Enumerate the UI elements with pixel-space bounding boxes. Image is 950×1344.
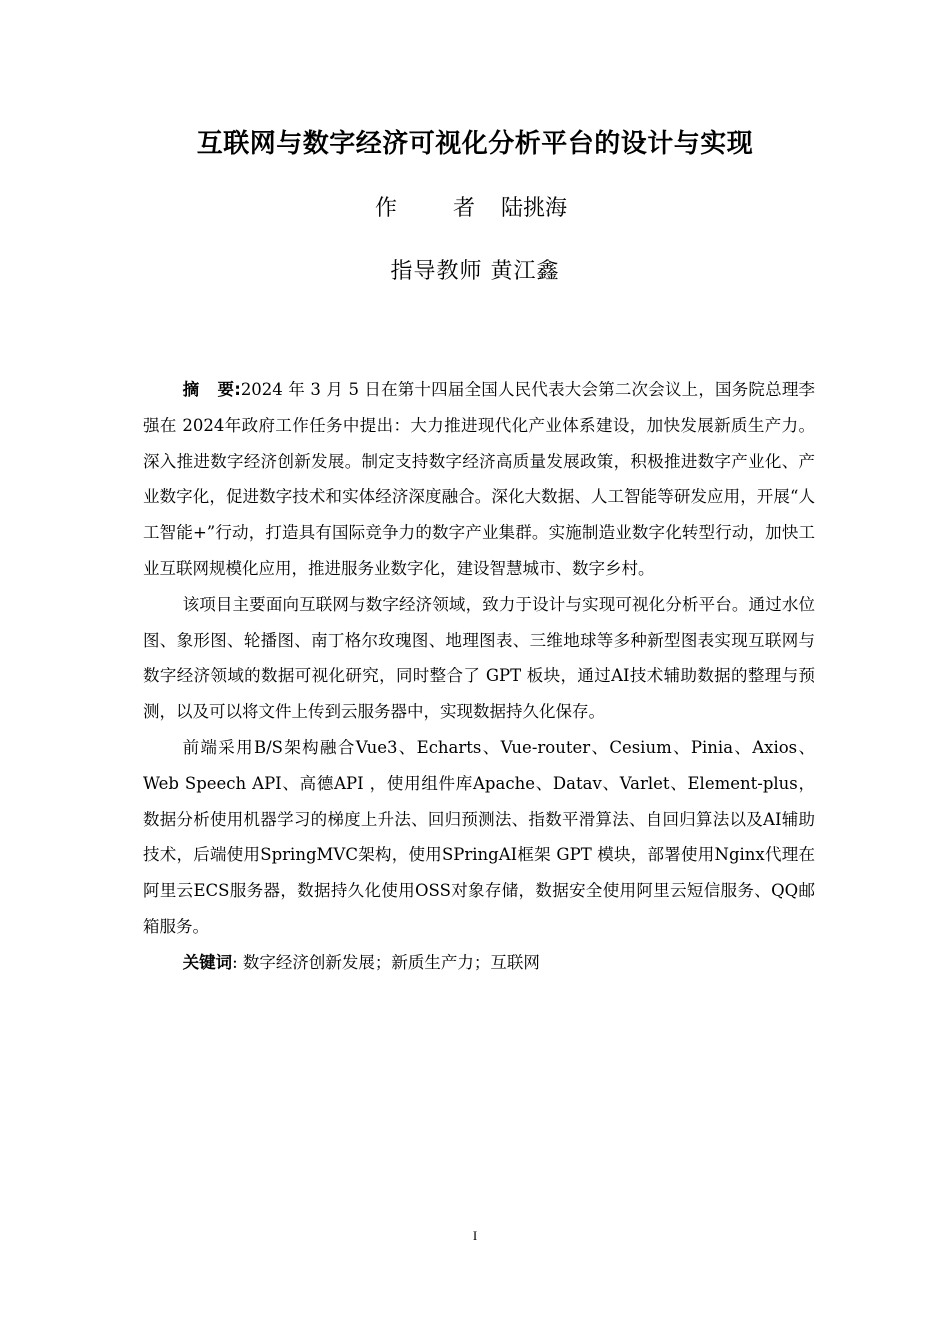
abstract-paragraph-text: 2024 年 3 月 5 日在第十四届全国人民代表大会第二次会议上，国务院总理李强在 2024年政府工作任务中提出：大力推进现代化产业体系建设，加快发展新质生产力。深入推进数字经济创新发展。制定支持数字经济高质量发展政策，积极推进数字产业化、产业数字化，促进数字技术和实体经济深度融合。深化大数据、人工智能等研发应用，开展“人工智能+”行动，打造具有国际竞争力的数字产业集群。实施制造业数字化转型行动，加快工业互联网规模化应用，推进服务业数字化，建设智慧城市、数字乡村。 (143, 380, 816, 578)
advisor-label: 指导教师 (390, 259, 483, 284)
abstract-paragraph-2: 该项目主要面向互联网与数字经济领域，致力于设计与实现可视化分析平台。通过水位图、象形图、轮播图、南丁格尔玫瑰图、地理图表、三维地球等多种新型图表实现互联网与数字经济领域的数据可视化研究，同时整合了 GPT 板块，通过AI技术辅助数据的整理与预测，以及可以将文件上传到云服务器中，实现数据持久化保存。 (143, 594, 815, 722)
page-title: 互联网与数字经济可视化分析平台的设计与实现 (196, 129, 754, 159)
abstract-label-separator: : (234, 380, 241, 399)
abstract-paragraph-3: 前端采用B/S架构融合Vue3、Echarts、Vue-router、Cesium、Pinia、Axios、Web Speech API、高德API ，使用组件库Apache、Datav、Varlet、Element-plus，数据分析使用机器学习的梯度上升法、回归预测法、指数平滑算法、自回归算法以及AI辅助技术，后端使用SpringMVC架构，使用SPringAI框架 GPT 模块，部署使用Nginx代理在阿里云ECS服务器，数据持久化使用OSS对象存储，数据安全使用阿里云短信服务、QQ邮箱服务。 (143, 737, 815, 936)
advisor-line (0, 255, 950, 289)
author-name: 陆挑海 (501, 196, 568, 221)
keywords-separator: : (232, 952, 243, 972)
author-line (375, 192, 567, 226)
abstract-label-first: 摘 (182, 380, 200, 399)
author-label-first: 作 (375, 196, 398, 221)
advisor-name: 黄江鑫 (490, 259, 560, 284)
abstract-paragraph-1 (143, 372, 815, 587)
keywords-text: 数字经济创新发展；新质生产力；互联网 (242, 952, 540, 972)
abstract-section (143, 372, 815, 981)
abstract-label-second: 要 (217, 380, 235, 399)
keywords-line (143, 945, 815, 981)
page-number: I (472, 1228, 478, 1243)
abstract-label (183, 380, 241, 399)
author-label-second: 者 (453, 196, 476, 221)
keywords-label: 关键词 (182, 952, 233, 972)
